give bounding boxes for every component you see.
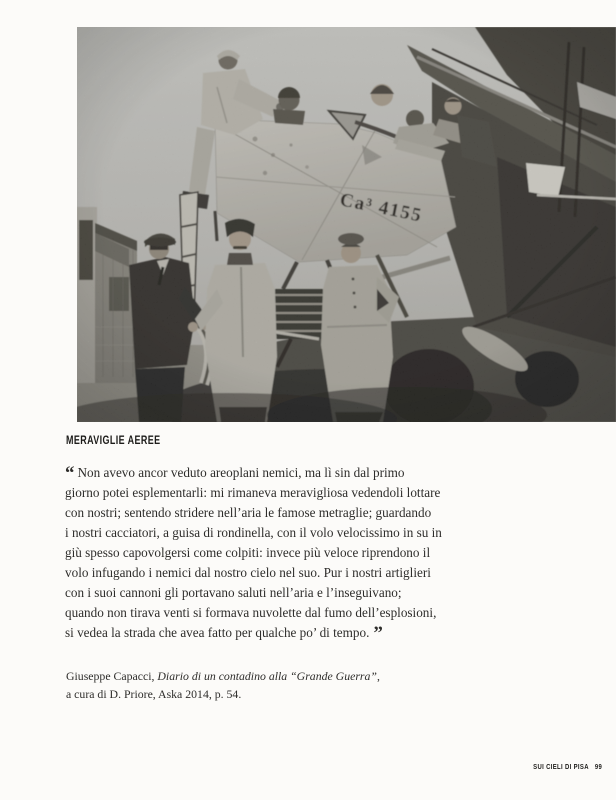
quote-line [65, 503, 442, 523]
quote-text: volo infugando i nemici dal nostro cielo nel suo. Pur i nostri artiglieri [65, 565, 431, 580]
footer-book-title: SUI CIELI DI PISA [533, 764, 589, 771]
quote-text: giorno potei esplementarli: mi rimaneva meravigliosa vedendoli lottare [65, 485, 441, 500]
quote-block [65, 463, 442, 643]
film-grain-light [77, 27, 616, 422]
section-heading: MERAVIGLIE AEREE [66, 435, 161, 447]
quote-line [65, 463, 442, 483]
citation-publisher: a cura di D. Priore, Aska 2014, p. 54. [66, 687, 242, 701]
quote-line [65, 563, 442, 583]
quote-text: si vedea la strada che avea fatto per qualche po’ di tempo. [65, 625, 370, 640]
citation-suffix: , [376, 669, 380, 683]
citation-author: Giuseppe Capacci, [66, 669, 158, 683]
aircraft-photo [77, 27, 616, 422]
page-footer [533, 764, 602, 771]
close-quote-mark: ” [373, 623, 382, 644]
quote-line [65, 483, 442, 503]
quote-line [65, 623, 442, 643]
quote-text: i nostri cacciatori, a guisa di rondinella, con il volo velocissimo in su in [65, 525, 442, 540]
citation-title: Diario di un contadino alla “Grande Guerra” [157, 669, 377, 683]
quote-text: giù spesso capovolgersi come colpiti: invece più veloce riprendono il [65, 545, 431, 560]
quote-line [65, 603, 442, 623]
quote-line [65, 583, 442, 603]
quote-line [65, 543, 442, 563]
quote-text: quando non tirava venti si formava nuvolette dal fumo dell’esplosioni, [65, 605, 437, 620]
quote-line [65, 523, 442, 543]
quote-text: Non avevo ancor veduto areoplani nemici, ma lì sin dal primo [77, 465, 405, 480]
citation-line [66, 667, 380, 685]
footer-page-number: 99 [594, 764, 602, 771]
aircraft-photo-illustration [77, 27, 616, 422]
quote-text: con i suoi cannoni gli portavano saluti nell’aria e l’inseguivano; [65, 585, 402, 600]
citation-block [66, 667, 380, 703]
quote-text: con nostri; sentendo stridere nell’aria le famose metraglie; guardando [65, 505, 432, 520]
citation-line [66, 685, 380, 703]
open-quote-mark: “ [65, 463, 74, 484]
